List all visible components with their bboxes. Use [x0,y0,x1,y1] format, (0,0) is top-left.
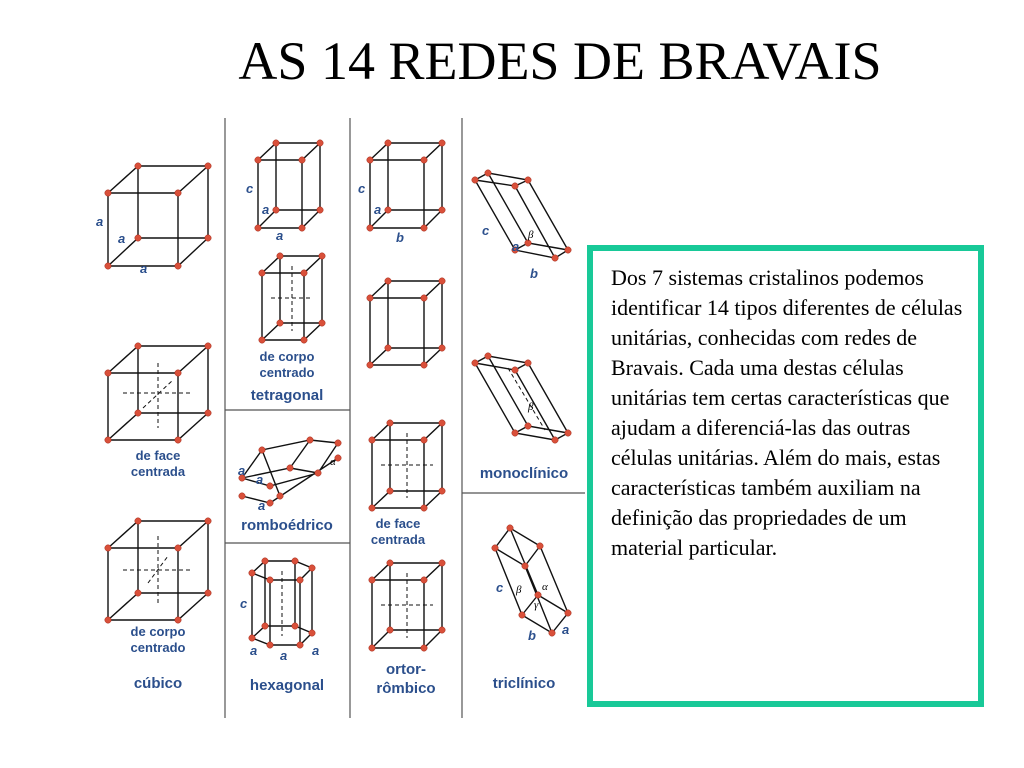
label-cubic-body-2: centrado [130,640,186,655]
angle-alpha-rhombo: α [330,456,336,468]
lattice-atom [525,423,531,429]
lattice-atom [205,590,211,596]
lattice-atom [105,617,111,623]
lattice-atom [537,543,543,549]
lattice-atom [492,545,498,551]
lattice-atom [439,278,445,284]
lattice-atom [385,345,391,351]
axis-label-c-hex: c [240,596,248,611]
axis-label-a-rhombo-2: a [256,472,264,487]
lattice-atom [135,518,141,524]
lattice-atom [319,253,325,259]
lattice-atom [307,437,313,443]
lattice-atom [367,362,373,368]
monoclinic-base-centered-cell [472,353,571,443]
angle-beta-mono: β [528,229,534,241]
angle-beta-mono-2: β [528,401,534,413]
lattice-atom [292,558,298,564]
lattice-atom [385,207,391,213]
description-text: Dos 7 sistemas cristalinos podemos identificar 14 tipos diferentes de células unitárias, conhecidas com redes de Bravais. Cada uma destas células unitárias tem certas características que ajudam a diferenciá-las das outras células unitárias. Além do mais, estas características também auxiliam na definição das propriedades de um material particular. [611,265,963,560]
lattice-atom [367,225,373,231]
lattice-atom [485,353,491,359]
tetragonal-simple-cell [255,140,323,231]
lattice-atom [317,140,323,146]
lattice-atom [277,493,283,499]
lattice-atom [175,263,181,269]
tetragonal-body-centered-cell [259,253,325,343]
lattice-atom [387,420,393,426]
lattice-atom [485,170,491,176]
lattice-atom [259,447,265,453]
lattice-atom [565,247,571,253]
lattice-atom [565,430,571,436]
lattice-atom [175,545,181,551]
lattice-atom [421,362,427,368]
lattice-atom [439,627,445,633]
axis-label-a-tetra-1: a [262,202,270,217]
lattice-atom [205,163,211,169]
lattice-atom [385,140,391,146]
angle-alpha-tri: α [542,581,548,593]
lattice-atom [367,157,373,163]
lattice-atom [335,440,341,446]
lattice-atom [552,255,558,261]
lattice-atom [273,140,279,146]
lattice-atom [105,370,111,376]
lattice-atom [135,235,141,241]
lattice-atom [421,505,427,511]
axis-label-a-cubic-1: a [96,214,104,229]
axis-label-a-hex-1: a [250,643,258,658]
axis-label-a-hex-3: a [312,643,320,658]
bravais-lattice-figure [90,118,585,718]
label-rhombohedral: romboédrico [241,517,333,534]
lattice-atom [135,163,141,169]
lattice-atom [301,270,307,276]
label-orthorhombic-1: ortor- [386,661,426,678]
monoclinic-simple-cell [472,170,571,261]
slide-title: AS 14 REDES DE BRAVAIS [238,31,882,91]
lattice-atom [175,437,181,443]
lattice-atom [439,140,445,146]
lattice-atom [175,370,181,376]
lattice-atom [277,320,283,326]
angle-gamma-tri: γ [534,599,539,611]
cubic-body-centered-cell [105,518,211,623]
lattice-atom [507,525,513,531]
label-ortho-face-2: centrada [370,532,426,547]
lattice-atom [105,263,111,269]
lattice-atom [512,430,518,436]
lattice-atom [239,493,245,499]
lattice-atom [387,488,393,494]
lattice-atom [472,177,478,183]
lattice-atom [525,360,531,366]
lattice-atom [267,642,273,648]
lattice-atom [301,337,307,343]
hexagonal-cell [249,558,315,648]
lattice-atom [439,345,445,351]
lattice-atom [421,157,427,163]
lattice-atom [135,343,141,349]
lattice-atom [205,410,211,416]
lattice-atom [439,488,445,494]
axis-label-a-rhombo-3: a [258,498,266,513]
lattice-atom [421,295,427,301]
axis-label-a-rhombo-1: a [238,463,246,478]
lattice-atom [439,420,445,426]
description-box [587,245,984,707]
lattice-atom [297,577,303,583]
lattice-atom [175,190,181,196]
lattice-atom [273,207,279,213]
lattice-atom [259,270,265,276]
lattice-atom [267,483,273,489]
lattice-atom [292,623,298,629]
lattice-atom [552,437,558,443]
label-triclinic: triclínico [492,675,556,692]
lattice-atom [317,207,323,213]
lattice-atom [519,612,525,618]
lattice-atom [522,563,528,569]
lattice-atom [512,367,518,373]
axis-label-c-tetra: c [246,181,254,196]
label-cubic-face-2: centrada [130,464,186,479]
lattice-atom [105,545,111,551]
label-hexagonal: hexagonal [249,677,325,694]
axis-label-a-tri: a [562,622,570,637]
lattice-atom [421,577,427,583]
axis-label-a-tetra-2: a [276,228,284,243]
axis-label-b-ortho: b [396,230,404,245]
lattice-atom [472,360,478,366]
lattice-atom [367,295,373,301]
axis-label-b-tri: b [528,628,536,643]
lattice-atom [135,410,141,416]
axis-label-c-tri: c [496,580,504,595]
lattice-atom [267,500,273,506]
axis-label-c-mono: c [482,223,490,238]
lattice-atom [439,207,445,213]
label-cubic-body-1: de corpo [130,624,186,639]
lattice-atom [105,190,111,196]
lattice-atom [549,630,555,636]
lattice-atom [135,590,141,596]
lattice-atom [535,592,541,598]
lattice-atom [369,645,375,651]
label-tetra-body-2: centrado [259,365,315,380]
lattice-atom [439,560,445,566]
orthorhombic-simple-cell [367,140,445,231]
lattice-atom [565,610,571,616]
axis-label-a-mono: a [512,239,520,254]
rhombohedral-cell [239,437,341,506]
lattice-atom [525,177,531,183]
orthorhombic-face-centered-cell [369,420,445,511]
label-ortho-face-1: de face [375,516,421,531]
label-cubic-face-1: de face [135,448,181,463]
lattice-atom [369,577,375,583]
lattice-atom [205,235,211,241]
lattice-atom [175,617,181,623]
label-orthorhombic-2: rômbico [376,680,436,697]
lattice-atom [262,558,268,564]
label-cubic: cúbico [133,675,183,692]
lattice-atom [297,642,303,648]
lattice-atom [319,320,325,326]
lattice-atom [205,518,211,524]
lattice-atom [299,225,305,231]
lattice-atom [309,630,315,636]
triclinic-cell [492,525,571,636]
lattice-atom [421,225,427,231]
lattice-atom [205,343,211,349]
lattice-atom [249,635,255,641]
lattice-atom [299,157,305,163]
lattice-atom [387,560,393,566]
label-tetra-body-1: de corpo [259,349,315,364]
lattice-atom [105,437,111,443]
cubic-face-centered-cell [105,343,211,443]
lattice-atom [421,437,427,443]
lattice-atom [259,337,265,343]
lattice-atom [277,253,283,259]
lattice-atom [267,577,273,583]
axis-label-a-cubic-2: a [118,231,126,246]
axis-label-a-hex-2: a [280,648,288,663]
label-tetragonal: tetragonal [250,387,324,404]
axis-label-a-cubic-3: a [140,261,148,276]
lattice-atom [255,157,261,163]
axis-label-a-ortho: a [374,202,382,217]
axis-label-b-mono: b [530,266,538,281]
lattice-atom [369,505,375,511]
lattice-atom [287,465,293,471]
orthorhombic-base-centered-cell [367,278,445,368]
lattice-atom [369,437,375,443]
lattice-atom [387,627,393,633]
lattice-atom [315,470,321,476]
lattice-atom [249,570,255,576]
axis-label-c-ortho: c [358,181,366,196]
lattice-atom [255,225,261,231]
lattice-atom [385,278,391,284]
lattice-atom [421,645,427,651]
lattice-atom [309,565,315,571]
cubic-simple-cell [105,163,211,269]
lattice-atom [512,183,518,189]
lattice-atom [262,623,268,629]
angle-beta-tri: β [516,584,522,596]
orthorhombic-body-centered-cell [369,560,445,651]
label-monoclinic: monoclínico [479,465,569,482]
